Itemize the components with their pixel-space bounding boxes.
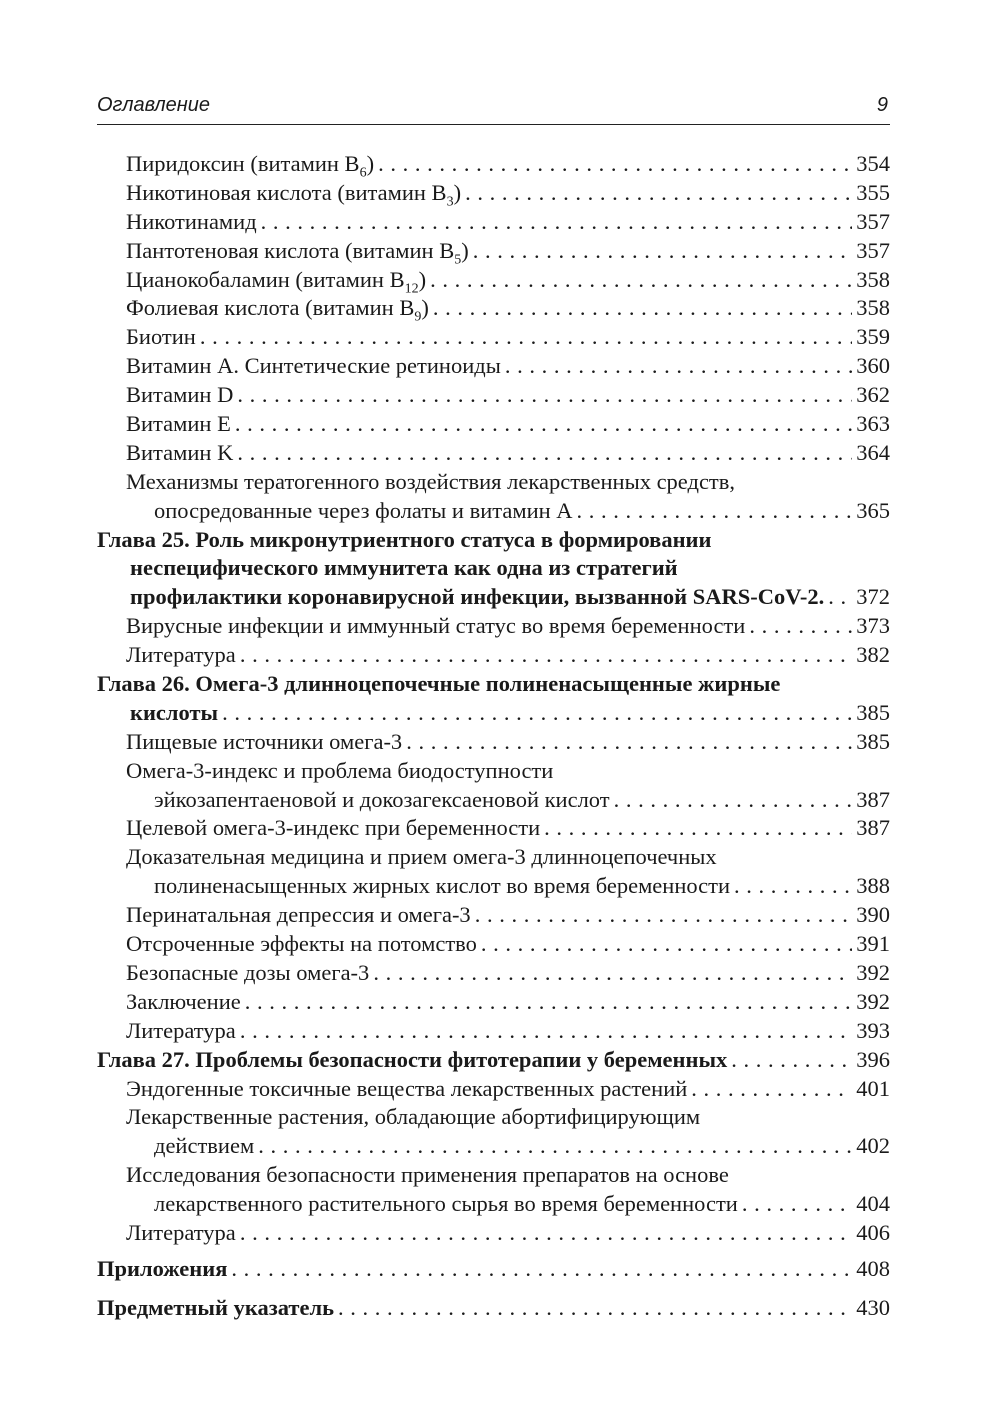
toc-chapter-line[interactable] [97, 583, 890, 612]
toc-entry-line[interactable] [97, 757, 890, 786]
toc-entry-text: Механизмы тератогенного воздействия лекарственных средств, [126, 469, 739, 494]
toc-entry-text: Литература [126, 1018, 240, 1043]
toc-entry-line[interactable] [97, 468, 890, 497]
toc-entry-text: Перинатальная депрессия и омега-3 [126, 902, 475, 927]
toc-entry-text: Вирусные инфекции и иммунный статус во время беременности [126, 613, 749, 638]
toc-entry-line[interactable] [97, 901, 890, 930]
toc-entry-line[interactable] [97, 179, 890, 208]
toc-entry-text: Биотин [126, 324, 200, 349]
toc-entry-tail: ) [366, 151, 375, 176]
toc-page-number: 385 [852, 728, 890, 757]
toc-page-number: 358 [852, 294, 890, 323]
toc-page-number: 401 [852, 1075, 890, 1104]
toc-entry-line[interactable] [97, 728, 890, 757]
toc-entry-text: Исследования безопасности применения препаратов на основе [126, 1162, 733, 1187]
toc-entry-text: лекарственного растительного сырья во время беременности [154, 1191, 742, 1216]
toc-entry-line[interactable] [97, 786, 890, 815]
toc-page-number: 362 [852, 381, 890, 410]
toc-entry-text: неспецифического иммунитета как одна из стратегий [130, 555, 682, 580]
toc-entry-line[interactable] [97, 439, 890, 468]
toc-entry-line[interactable] [97, 381, 890, 410]
toc-entry-text: Литература [126, 1220, 240, 1245]
toc-entry-text: опосредованные через фолаты и витамин A [154, 498, 577, 523]
toc-entry-text: Пиридоксин (витамин $B_6$) [126, 151, 378, 176]
toc-entry-line[interactable] [97, 323, 890, 352]
toc-entry-text: Литература [126, 642, 240, 667]
toc-page-number: 364 [852, 439, 890, 468]
toc-page-number: 387 [852, 814, 890, 843]
toc-entry-text: Фолиевая кислота (витамин $B_9$) [126, 295, 433, 320]
toc-entry-line[interactable] [97, 1075, 890, 1104]
toc-entry-text: Пантотеновая кислота (витамин $B_5$) [126, 238, 473, 263]
toc-entry-tail: ) [418, 266, 427, 292]
toc-entry-text: Витамин K [126, 440, 237, 465]
toc-entry-text: Приложения [97, 1256, 231, 1281]
toc-page-number: 385 [852, 699, 890, 728]
toc-entry-line[interactable] [97, 930, 890, 959]
toc-entry-text: Глава 26. Омега-3 длинноцепочечные полиненасыщенные жирные [97, 671, 784, 696]
toc-entry-line[interactable] [97, 1161, 890, 1190]
toc-entry-tail: ) [461, 237, 469, 263]
subscript: 12 [404, 281, 419, 295]
toc-entry-line[interactable] [97, 843, 890, 872]
subscript: 3 [446, 194, 454, 208]
toc-page-number: 387 [852, 786, 890, 815]
toc-page-number: 373 [852, 612, 890, 641]
toc-entry-text: Эндогенные токсичные вещества лекарственных растений [126, 1076, 691, 1101]
toc-entry-text: Омега-3-индекс и проблема биодоступности [126, 758, 557, 783]
toc-chapter-line[interactable] [97, 526, 890, 555]
toc-entry-line[interactable] [97, 1103, 890, 1132]
toc-entry-text: Глава 27. Проблемы безопасности фитотерапии у беременных [97, 1047, 731, 1072]
toc-page-number: 393 [852, 1017, 890, 1046]
toc-chapter-line[interactable] [97, 554, 890, 583]
toc-entry-line[interactable] [97, 1017, 890, 1046]
toc-entry-line[interactable] [97, 1190, 890, 1219]
toc-page-number: 358 [852, 266, 890, 295]
toc-entry-text: Глава 25. Роль микронутриентного статуса в формировании [97, 527, 715, 552]
toc-chapter-line[interactable] [97, 670, 890, 699]
toc-entry-text: Лекарственные растения, обладающие абортифицирующим [126, 1104, 704, 1129]
toc-chapter-line[interactable] [97, 699, 890, 728]
toc-entry-line[interactable] [97, 872, 890, 901]
toc-entry-line[interactable] [97, 208, 890, 237]
toc-page-number: 396 [852, 1046, 890, 1075]
subscript: 5 [454, 252, 462, 266]
header-title: Оглавление [97, 94, 211, 116]
toc-entry-text: Никотиновая кислота (витамин $B_3$) [126, 180, 465, 205]
toc-page-number: 357 [852, 208, 890, 237]
toc-entry-text: Безопасные дозы омега-3 [126, 960, 373, 985]
toc-chapter-line[interactable] [97, 1294, 890, 1323]
toc-page-number: 363 [852, 410, 890, 439]
toc-entry-text: Витамин A. Синтетические ретиноиды [126, 353, 505, 378]
toc-entry-line[interactable] [97, 641, 890, 670]
toc-page-number: 408 [852, 1255, 890, 1284]
subscript: 9 [414, 309, 422, 324]
toc-entry-line[interactable] [97, 266, 890, 295]
toc-entry-text: эйкозапентаеновой и докозагексаеновой кислот [154, 787, 614, 812]
toc-entry-text: профилактики коронавирусной инфекции, вызванной SARS-CoV-2. [130, 584, 828, 609]
toc-entry-text: Витамин D [126, 382, 237, 407]
toc-entry-line[interactable] [97, 497, 890, 526]
toc-entry-text: Доказательная медицина и прием омега-3 длинноцепочечных [126, 844, 721, 869]
toc-entry-tail: ) [421, 295, 429, 321]
toc-page-number: 430 [852, 1294, 890, 1323]
toc-entry-text: Целевой омега-3-индекс при беременности [126, 815, 544, 840]
toc-entry-tail: ) [453, 179, 462, 205]
toc-page-number: 404 [852, 1190, 890, 1219]
toc-entry-text: Предметный указатель [97, 1295, 338, 1320]
toc-entry-line[interactable] [97, 988, 890, 1017]
toc-entry-line[interactable] [97, 294, 890, 323]
toc-entry-text: Никотинамид [126, 209, 261, 234]
toc-page-number: 354 [852, 150, 890, 179]
toc-entry-text: Пищевые источники омега-3 [126, 729, 406, 754]
toc-entry-line[interactable] [97, 612, 890, 641]
toc-entry-text: Отсроченные эффекты на потомство [126, 931, 481, 956]
toc-page-number: 388 [852, 872, 890, 901]
toc-entry-line[interactable] [97, 150, 890, 179]
toc-page-number: 392 [852, 959, 890, 988]
toc-entry-line[interactable] [97, 959, 890, 988]
toc-page-number: 392 [852, 988, 890, 1017]
toc-page-number: 372 [852, 583, 890, 612]
toc-entry-text: Заключение [126, 989, 245, 1014]
toc-page-number: 390 [852, 901, 890, 930]
toc-page-number: 360 [852, 352, 890, 381]
toc-page-number: 391 [852, 930, 890, 959]
toc-entry-line[interactable] [97, 1132, 890, 1161]
toc-entry-text: кислоты [130, 700, 222, 725]
toc-entry-line[interactable] [97, 237, 890, 266]
toc-entry-text: Цианокобаламин (витамин $B_{12}$) [126, 267, 430, 292]
toc-chapter-line[interactable] [97, 1255, 890, 1284]
header-page-number: 9 [876, 94, 888, 116]
toc-page-number: 406 [852, 1219, 890, 1248]
toc-entry-line[interactable] [97, 410, 890, 439]
table-of-contents [97, 150, 890, 1323]
toc-chapter-line[interactable] [97, 1046, 890, 1075]
toc-page-number: 355 [852, 179, 890, 208]
toc-page-number: 382 [852, 641, 890, 670]
toc-entry-text: полиненасыщенных жирных кислот во время беременности [154, 873, 734, 898]
toc-entry-line[interactable] [97, 352, 890, 381]
toc-entry-text: действием [154, 1133, 258, 1158]
running-header [97, 92, 890, 125]
subscript: 6 [359, 165, 367, 179]
toc-entry-line[interactable] [97, 1219, 890, 1248]
toc-page-number: 357 [852, 237, 890, 266]
toc-page-number: 365 [852, 497, 890, 526]
toc-entry-line[interactable] [97, 814, 890, 843]
toc-entry-text: Витамин E [126, 411, 235, 436]
toc-page-number: 359 [852, 323, 890, 352]
toc-page-number: 402 [852, 1132, 890, 1161]
